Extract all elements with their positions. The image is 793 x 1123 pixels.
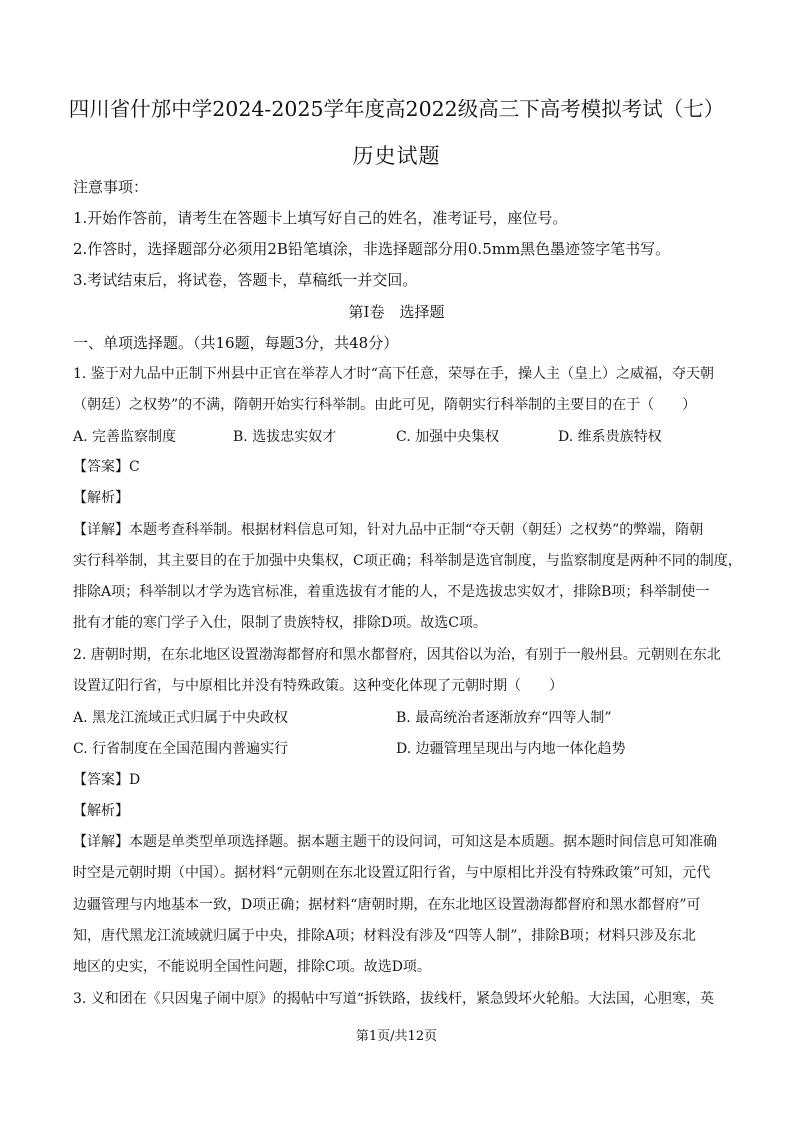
- question-1-detail-line: 实行科举制，其主要目的在于加强中央集权，C项正确；科举制是选官制度，与监察制度是两种不同的制度，: [73, 553, 742, 569]
- notice-item-3: 3.考试结束后，将试卷，答题卡，草稿纸一并交回。: [73, 271, 418, 289]
- question-1-stem-line: 1. 鉴于对九品中正制下州县中正官在举荐人才时“高下任意，荣辱在手，操人主（皇上）之威福，夺天朝: [73, 366, 714, 382]
- part-heading: 一、单项选择题。（共16题，每题3分，共48分）: [73, 334, 399, 352]
- question-2-option-a: A. 黑龙江流域正式归属于中央政权: [73, 710, 289, 726]
- question-2-stem-line: 2. 唐朝时期，在东北地区设置渤海都督府和黑水都督府，因其俗以为治，有别于一般州县。元朝则在东北: [73, 647, 721, 663]
- question-2-analysis-label: 【解析】: [73, 803, 129, 819]
- question-1-detail-line: 排除A项；科举制以才学为选官标准，着重选拔有才能的人，不是选拔忠实奴才，排除B项；科举制使一: [73, 584, 710, 600]
- question-2-detail-line: 边疆管理与内地基本一致，D项正确；据材料“唐朝时期，在东北地区设置渤海都督府和黑水都督府”可: [73, 897, 701, 913]
- question-1-option-a: A. 完善监察制度: [73, 429, 177, 445]
- question-1-detail-line: 【详解】本题考查科举制。根据材料信息可知，针对九品中正制“夺天朝（朝廷）之权势”的弊端，隋朝: [73, 522, 704, 538]
- question-3-stem-line: 3. 义和团在《只因鬼子闹中原》的揭帖中写道“拆铁路，拔线杆，紧急毁坏火轮船。大法国，心胆寒，英: [73, 991, 714, 1007]
- question-1-option-d: D. 维系贵族特权: [558, 429, 662, 445]
- question-2-detail-line: 时空是元朝时期（中国）。据材料“元朝则在东北设置辽阳行省，与中原相比并没有特殊政策”可知，元代: [73, 865, 711, 881]
- question-2-option-c: C. 行省制度在全国范围内普遍实行: [73, 741, 289, 757]
- question-2-detail-line: 知，唐代黑龙江流域就归属于中央，排除A项；材料没有涉及“四等人制”，排除B项；材料只涉及东北: [73, 928, 696, 944]
- notice-item-1: 1.开始作答前，请考生在答题卡上填写好自己的姓名，准考证号，座位号。: [73, 209, 568, 227]
- page-number: 第1页/共12页: [355, 1029, 438, 1044]
- question-1-stem-line: （朝廷）之权势”的不满，隋朝开始实行科举制。由此可见，隋朝实行科举制的主要目的在于（ ）: [73, 397, 697, 413]
- question-2-detail-line: 地区的史实，不能说明全国性问题，排除C项。故选D项。: [73, 959, 431, 975]
- question-1-option-b: B. 选拔忠实奴才: [233, 429, 337, 445]
- question-2-option-d: D. 边疆管理呈现出与内地一体化趋势: [396, 741, 626, 757]
- section-title: 第Ⅰ卷 选择题: [348, 303, 445, 321]
- question-2-stem-line: 设置辽阳行省，与中原相比并没有特殊政策。这种变化体现了元朝时期（ ）: [73, 678, 563, 694]
- question-1-option-c: C. 加强中央集权: [396, 429, 500, 445]
- question-2-option-b: B. 最高统治者逐渐放弃“四等人制”: [396, 710, 612, 726]
- question-1-detail-line: 批有才能的寒门学子入仕，限制了贵族特权，排除D项。故选C项。: [73, 615, 487, 631]
- notice-item-2: 2.作答时，选择题部分必须用2B铅笔填涂，非选择题部分用0.5mm黑色墨迹签字笔书写。: [73, 240, 671, 258]
- question-2-detail-line: 【详解】本题是单类型单项选择题。据本题主题干的设问词，可知这是本质题。据本题时间信息可知准确: [73, 834, 717, 850]
- exam-title: 四川省什邡中学2024-2025学年度高2022级高三下高考模拟考试（七）: [68, 97, 725, 121]
- question-2-answer: 【答案】D: [73, 772, 141, 788]
- subject-title: 历史试题: [352, 144, 441, 168]
- notice-heading: 注意事项：: [73, 178, 149, 196]
- question-1-analysis-label: 【解析】: [73, 490, 129, 506]
- question-1-answer: 【答案】C: [73, 459, 140, 475]
